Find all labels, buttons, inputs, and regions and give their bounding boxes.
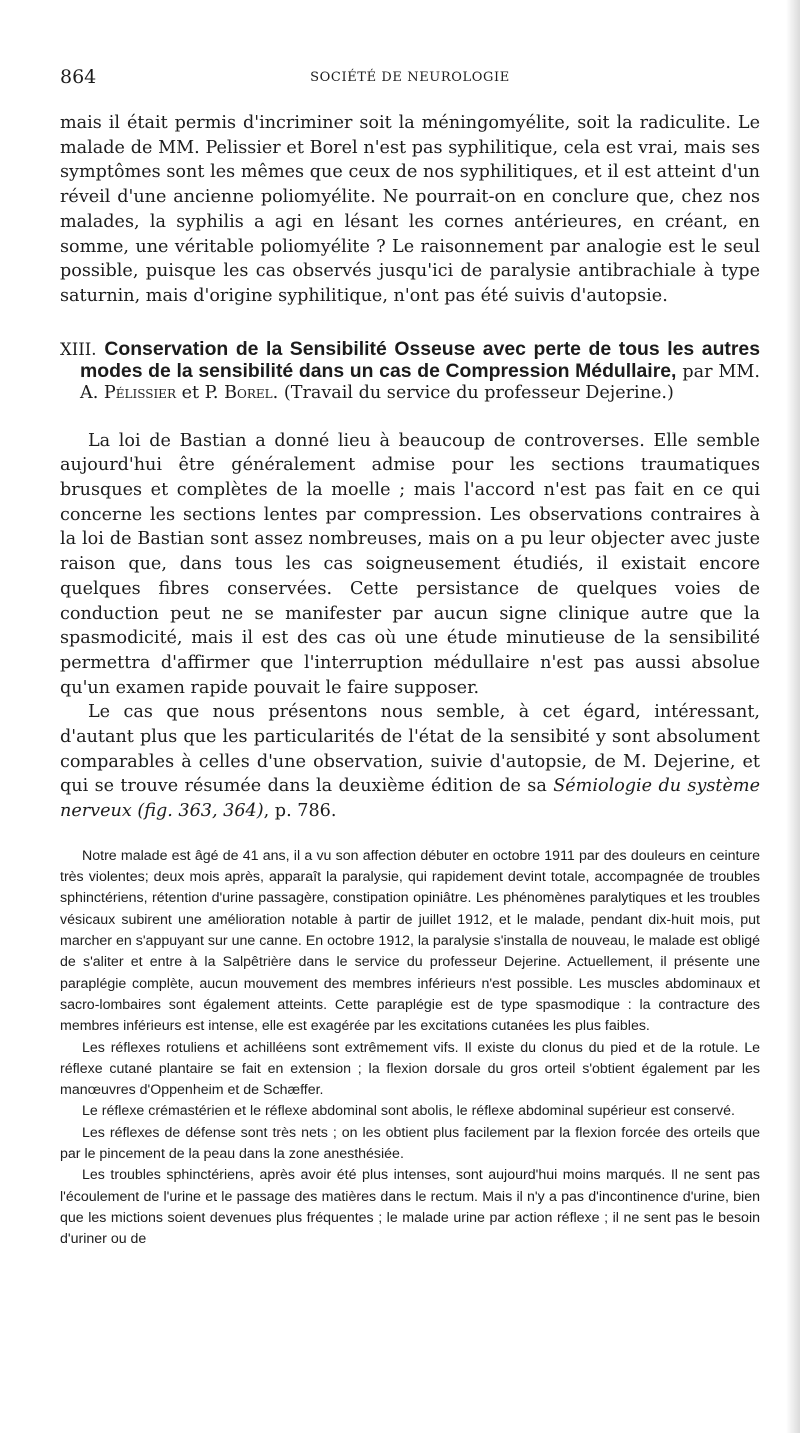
case-report-paragraph: Le réflexe crémastérien et le réflexe abdominal sont abolis, le réflexe abdominal supérieur est conservé. <box>82 1103 735 1120</box>
authors-mid: et P. <box>181 382 219 403</box>
case-report-paragraph: Les réflexes de défense sont très nets ; on les obtient plus facilement par la flexion forcée des orteils que par le pincement de la peau dans la zone anesthésiée. <box>60 1124 760 1163</box>
authors-prefix: par MM. A. <box>80 361 760 403</box>
document-page <box>60 64 760 1251</box>
figure-reference: (fig. 363, 364) <box>137 801 264 822</box>
case-report-block <box>60 846 760 1251</box>
book-title: Sémiologie du système nerveux <box>60 776 760 822</box>
running-header <box>60 64 760 94</box>
section-note: . (Travail du service du professeur Dejerine.) <box>272 382 674 403</box>
case-report-paragraph: Les réflexes rotuliens et achilléens sont extrêmement vifs. Il existe du clonus du pied et de la rotule. Le réflexe cutané plantaire se fait en extension ; la flexion dorsale du gros orteil s'obtient également par les manœuvres d'Oppenheim et de Schæffer. <box>60 1039 760 1099</box>
page-reference: , p. 786. <box>263 801 337 822</box>
section-heading <box>60 339 760 404</box>
section-title: Conservation de la Sensibilité Osseuse avec perte de tous les autres modes de la sensibilité dans un cas de Compression Médullaire, <box>80 337 760 382</box>
paragraph-case-presentation <box>60 700 760 824</box>
section-number: XIII. <box>60 339 97 359</box>
case-report-paragraph: Notre malade est âgé de 41 ans, il a vu son affection débuter en octobre 1911 par des douleurs en ceinture très violentes; deux mois après, apparaît la paralysie, qui rapidement devint totale, accompagnée de troubles sphinctériens, rétention d'urine passagère, constipation opiniâtre. Les phénomènes paralytiques et les troubles vésicaux subirent une amélioration notable à partir de juillet 1912, et le malade, pendant dix-huit mois, put marcher en s'appuyant sur une canne. En octobre 1912, la paralysie s'installa de nouveau, le malade est obligé de s'aliter et entre à la Salpêtrière dans le service du professeur Dejerine. Actuellement, il présente une paraplégie complète, aucun mouvement des membres inférieurs n'est possible. Les muscles abdominaux et sacro-lombaires sont également atteints. Cette paraplégie est de type spasmodique : la contracture des membres inférieurs est intense, elle est exagérée par les excitations cutanées les plus faibles. <box>60 847 760 1035</box>
intro-paragraph: mais il était permis d'incriminer soit la méningomyélite, soit la radiculite. Le malade de MM. Pelissier et Borel n'est pas syphilitique, cela est vrai, mais ses symptômes sont les mêmes que ceux de nos syphilitiques, et il est atteint d'un réveil d'une ancienne poliomyélite. Ne pourrait-on en conclure que, chez nos malades, la syphilis a agi en lésant les cornes antérieures, en créant, en somme, une véritable poliomyélite ? Le raisonnement par analogie est le seul possible, puisque les cas observés jusqu'ici de paralysie antibrachiale à type saturnin, mais d'origine syphilitique, n'ont pas été suivis d'autopsie. <box>60 113 760 306</box>
page-edge-shadow <box>786 0 800 1433</box>
author-borel: Borel <box>224 382 273 403</box>
author-pelissier: Pélissier <box>103 382 176 403</box>
paragraph-case-text: Le cas que nous présentons nous semble, à cet égard, intéressant, d'autant plus que les particularités de l'état de la sensibité y sont absolument comparables à celles d'une observation, suivie d'autopsie, de M. Dejerine, et qui se trouve résumée dans la deuxième édition de sa <box>60 702 760 797</box>
journal-title: SOCIÉTÉ DE NEUROLOGIE <box>310 70 510 85</box>
page-number: 864 <box>60 66 97 88</box>
case-report-paragraph: Les troubles sphinctériens, après avoir été plus intenses, sont aujourd'hui moins marqués. Il ne sent pas l'écoulement de l'urine et le passage des matières dans le rectum. Mais il n'y a pas d'incontinence d'urine, bien que les mictions soient devenues plus fréquentes ; le malade urine par action réflexe ; il ne sent pas le besoin d'uriner ou de <box>60 1167 760 1248</box>
paragraph-bastian-law: La loi de Bastian a donné lieu à beaucoup de controverses. Elle semble aujourd'hui être généralement admise pour les sections traumatiques brusques et complètes de la moelle ; mais l'accord n'est pas fait en ce qui concerne les sections lentes par compression. Les observations contraires à la loi de Bastian sont assez nombreuses, mais on a pu leur objecter avec juste raison que, dans tous les cas soigneusement étudiés, il existait encore quelques fibres conservées. Cette persistance de quelques voies de conduction peut ne se manifester par aucun signe clinique autre que la spasmodicité, mais il est des cas où une étude minutieuse de la sensibilité permettra d'affirmer que l'interruption médullaire n'est pas aussi absolue qu'un examen rapide pouvait le faire supposer. <box>60 430 760 698</box>
